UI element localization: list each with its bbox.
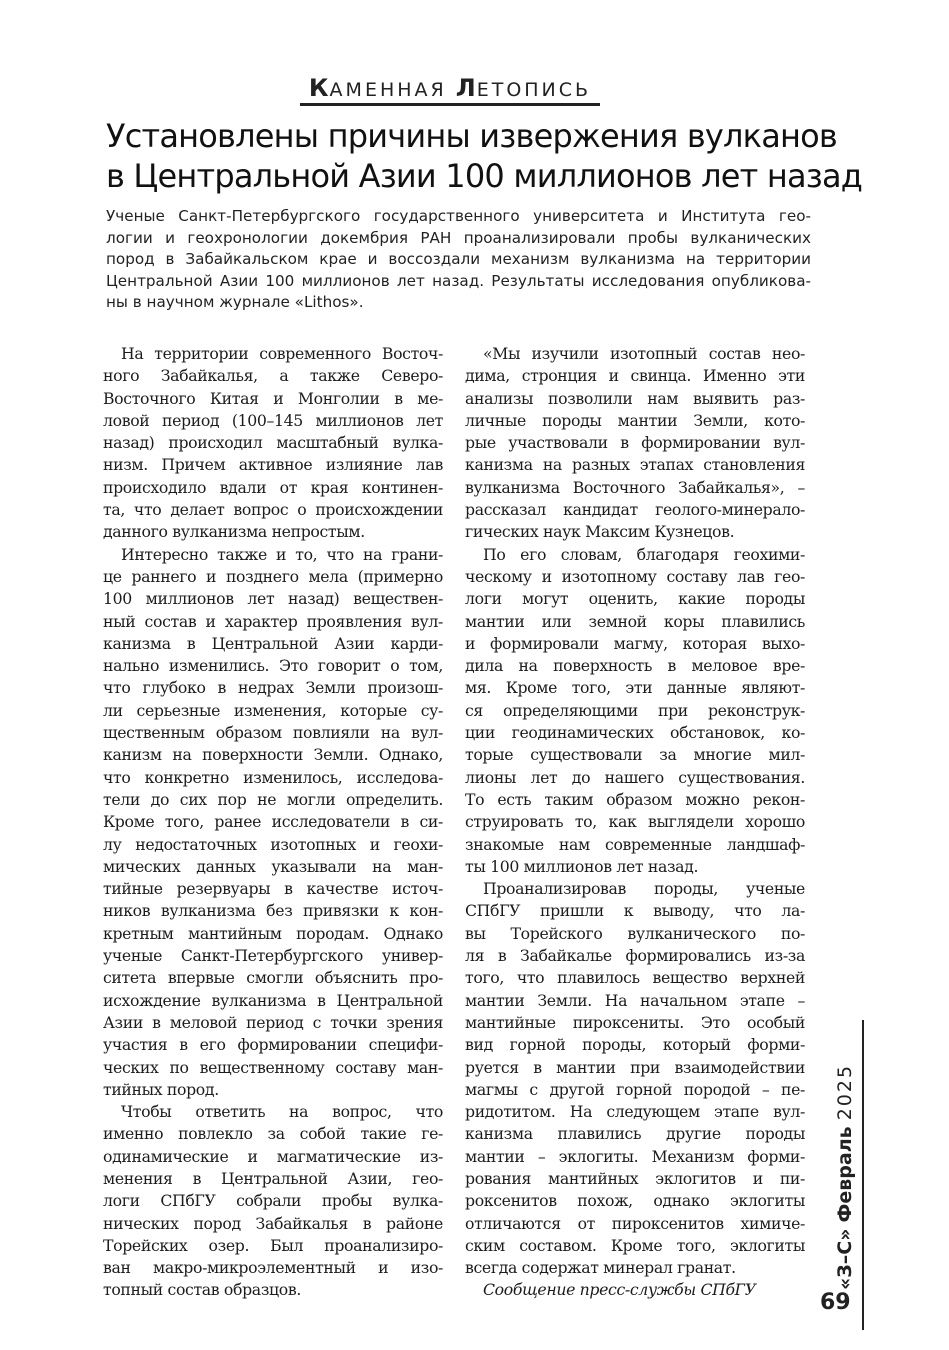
text-line: канизма в Центральной Азии карди- — [103, 633, 443, 653]
text-line: что конкретно изменилось, исследова- — [103, 767, 443, 787]
text-line: нических пород Забайкалья в районе — [103, 1213, 443, 1233]
text-line: тийные резервуары в качестве источ- — [103, 879, 443, 899]
text-line: топный состав образцов. — [103, 1280, 301, 1300]
text-line: «Мы изучили изотопный состав нео- — [483, 344, 805, 363]
text-line: участия в его формировании специфи- — [103, 1035, 443, 1055]
text-line: ридотитом. На следующем этапе вул- — [465, 1102, 805, 1122]
issue-caption — [830, 1050, 860, 1290]
text-line: отличаются от пироксенитов химиче- — [465, 1213, 805, 1233]
text-line: та, что делает вопрос о происхождении — [103, 500, 443, 520]
text-line: 100 миллионов лет назад) веществен- — [103, 589, 443, 609]
text-line: роксенитов похож, однако эклогиты — [465, 1191, 805, 1211]
text-line: происходило вдали от края континен- — [103, 477, 443, 497]
text-line: магмы с другой горной породой – пе- — [465, 1079, 805, 1099]
text-line: ции геодинамических обстановок, ко- — [465, 723, 805, 743]
text-line: назад) происходил масштабный вулка- — [103, 433, 443, 453]
article-column-left — [103, 343, 443, 1302]
text-line: того, что плавилось вещество верхней — [465, 968, 805, 988]
text-line: ческих по вещественному составу ман- — [103, 1057, 443, 1077]
text-line: мантии или земной коры плавились — [465, 611, 805, 631]
text-line: вид горной породы, который форми- — [465, 1035, 805, 1055]
issue-month: Февраль — [834, 1126, 856, 1223]
text-line: ским составом. Кроме того, эклогиты — [465, 1235, 805, 1255]
text-line: СПбГУ пришли к выводу, что ла- — [465, 901, 805, 921]
lead-line: Центральной Азии 100 миллионов лет назад. Результаты исследования опубликова- — [106, 271, 811, 290]
text-line: дила на поверхность в меловое вре- — [465, 656, 805, 676]
text-line: То есть таким образом можно рекон- — [465, 789, 805, 809]
text-line: Проанализировав породы, ученые — [483, 879, 805, 899]
text-line: лионы лет до нашего существования. — [465, 767, 805, 787]
text-line: мя. Кроме того, эти данные являют- — [465, 678, 805, 698]
text-line: ля в Забайкалье формировались из-за — [465, 946, 805, 966]
text-line: ников вулканизма без привязки к кон- — [103, 901, 443, 921]
text-line: мических данных указывали на ман- — [103, 856, 443, 876]
page-number: 69 — [820, 1290, 851, 1315]
text-line: торые существовали за многие мил- — [465, 745, 805, 765]
rubric-cap-2: Л — [455, 74, 477, 102]
text-line: рассказал кандидат геолого-минерало- — [465, 500, 805, 520]
text-line: менения в Центральной Азии, гео- — [103, 1168, 443, 1188]
text-line: знакомые нам современные ландшаф- — [465, 834, 805, 854]
text-line: кретным мантийным породам. Однако — [103, 923, 443, 943]
text-line: гических наук Максим Кузнецов. — [465, 522, 735, 542]
text-line: одинамические и магматические из- — [103, 1146, 443, 1166]
article-headline — [106, 116, 863, 196]
text-line: вы Торейского вулканического по- — [465, 923, 805, 943]
text-line: лу недостаточных изотопных и геохи- — [103, 834, 443, 854]
text-line: что глубоко в недрах Земли произош- — [103, 678, 443, 698]
text-line: рования мантийных эклогитов и пи- — [465, 1168, 805, 1188]
text-line: ван макро-микроэлементный и изо- — [103, 1258, 443, 1278]
text-line: логи могут оценить, какие породы — [465, 589, 805, 609]
text-line: Чтобы ответить на вопрос, что — [121, 1102, 443, 1122]
text-line: Кроме того, ранее исследователи в си- — [103, 812, 443, 832]
text-line: данного вулканизма непростым. — [103, 522, 365, 542]
article-lead — [106, 206, 811, 314]
text-line: ческому и изотопному составу лав гео- — [465, 566, 805, 586]
text-line: канизма плавились другие породы — [465, 1124, 805, 1144]
text-line: ный состав и характер проявления вул- — [103, 611, 443, 631]
text-line: Интересно также и то, что на грани- — [121, 544, 443, 564]
text-line: ловой период (100–145 миллионов лет — [103, 410, 443, 430]
text-line: це раннего и позднего мела (примерно — [103, 566, 443, 586]
text-line: мантии – эклогиты. Механизм форми- — [465, 1146, 805, 1166]
text-line: ного Забайкалья, а также Северо- — [103, 366, 443, 386]
issue-year: 2025 — [834, 1063, 856, 1121]
text-line: Торейских озер. Был проанализиро- — [103, 1235, 443, 1255]
text-line: низм. Причем активное излияние лав — [103, 455, 443, 475]
text-line: и формировали магму, которая выхо- — [465, 633, 805, 653]
text-line: ситета впервые смогли объяснить про- — [103, 968, 443, 988]
text-line: дима, стронция и свинца. Именно эти — [465, 366, 805, 386]
lead-line: логии и геохронологии докембрия РАН проанализировали пробы вулканических — [106, 228, 811, 247]
text-line: руется в мантии при взаимодействии — [465, 1057, 805, 1077]
lead-line: пород в Забайкальском крае и воссоздали механизм вулканизма на территории — [106, 250, 811, 269]
text-line: всегда содержат минерал гранат. — [465, 1258, 736, 1278]
text-line: анализы позволили нам выявить раз- — [465, 388, 805, 408]
text-line: личные породы мантии Земли, кото- — [465, 410, 805, 430]
text-line: мантии Земли. На начальном этапе – — [465, 990, 805, 1010]
text-line: рые участвовали в формировании вул- — [465, 433, 805, 453]
text-line: мантийные пироксениты. Это особый — [465, 1012, 805, 1032]
magazine-name: «З–С» — [834, 1228, 856, 1290]
text-line: тийных пород. — [103, 1079, 219, 1099]
lead-line: Ученые Санкт-Петербургского государственного университета и Института гео- — [106, 207, 811, 225]
text-line: ученые Санкт-Петербургского универ- — [103, 946, 443, 966]
article-column-right — [465, 343, 805, 1302]
headline-line: в Центральной Азии 100 миллионов лет назад — [106, 157, 863, 195]
text-line: канизм на поверхности Земли. Однако, — [103, 745, 443, 765]
text-line: На территории современного Восточ- — [121, 344, 443, 363]
text-line: вулканизма Восточного Забайкалья», – — [465, 477, 805, 497]
text-line: Азии в меловой период с точки зрения — [103, 1012, 443, 1032]
text-line: По его словам, благодаря геохими- — [483, 544, 805, 564]
text-line: канизма на разных этапах становления — [465, 455, 805, 475]
text-line: Восточного Китая и Монголии в ме- — [103, 388, 443, 408]
rubric-cap-1: К — [308, 74, 330, 102]
rubric-rest-1: АМЕННАЯ — [329, 79, 456, 101]
text-line: щественным образом повлияли на вул- — [103, 723, 443, 743]
text-line: именно повлекло за собой такие ге- — [103, 1124, 443, 1144]
headline-line: Установлены причины извержения вулканов — [106, 117, 837, 155]
text-line: ся определяющими при реконструк- — [465, 700, 805, 720]
text-line: струировать то, как выглядели хорошо — [465, 812, 805, 832]
margin-rule — [862, 1020, 864, 1330]
rubric-rest-2: ЕТОПИСЬ — [476, 79, 592, 101]
text-line: тели до сих пор не могли определить. — [103, 789, 443, 809]
text-line: ты 100 миллионов лет назад. — [465, 856, 699, 876]
text-line: исхождение вулканизма в Центральной — [103, 990, 443, 1010]
section-rubric — [300, 76, 600, 106]
article-signature: Сообщение пресс-службы СПбГУ — [483, 1280, 756, 1300]
lead-line: ны в научном журнале «Lithos». — [106, 293, 364, 312]
text-line: ли серьезные изменения, которые су- — [103, 700, 443, 720]
text-line: логи СПбГУ собрали пробы вулка- — [103, 1191, 443, 1211]
text-line: нально изменились. Это говорит о том, — [103, 656, 443, 676]
